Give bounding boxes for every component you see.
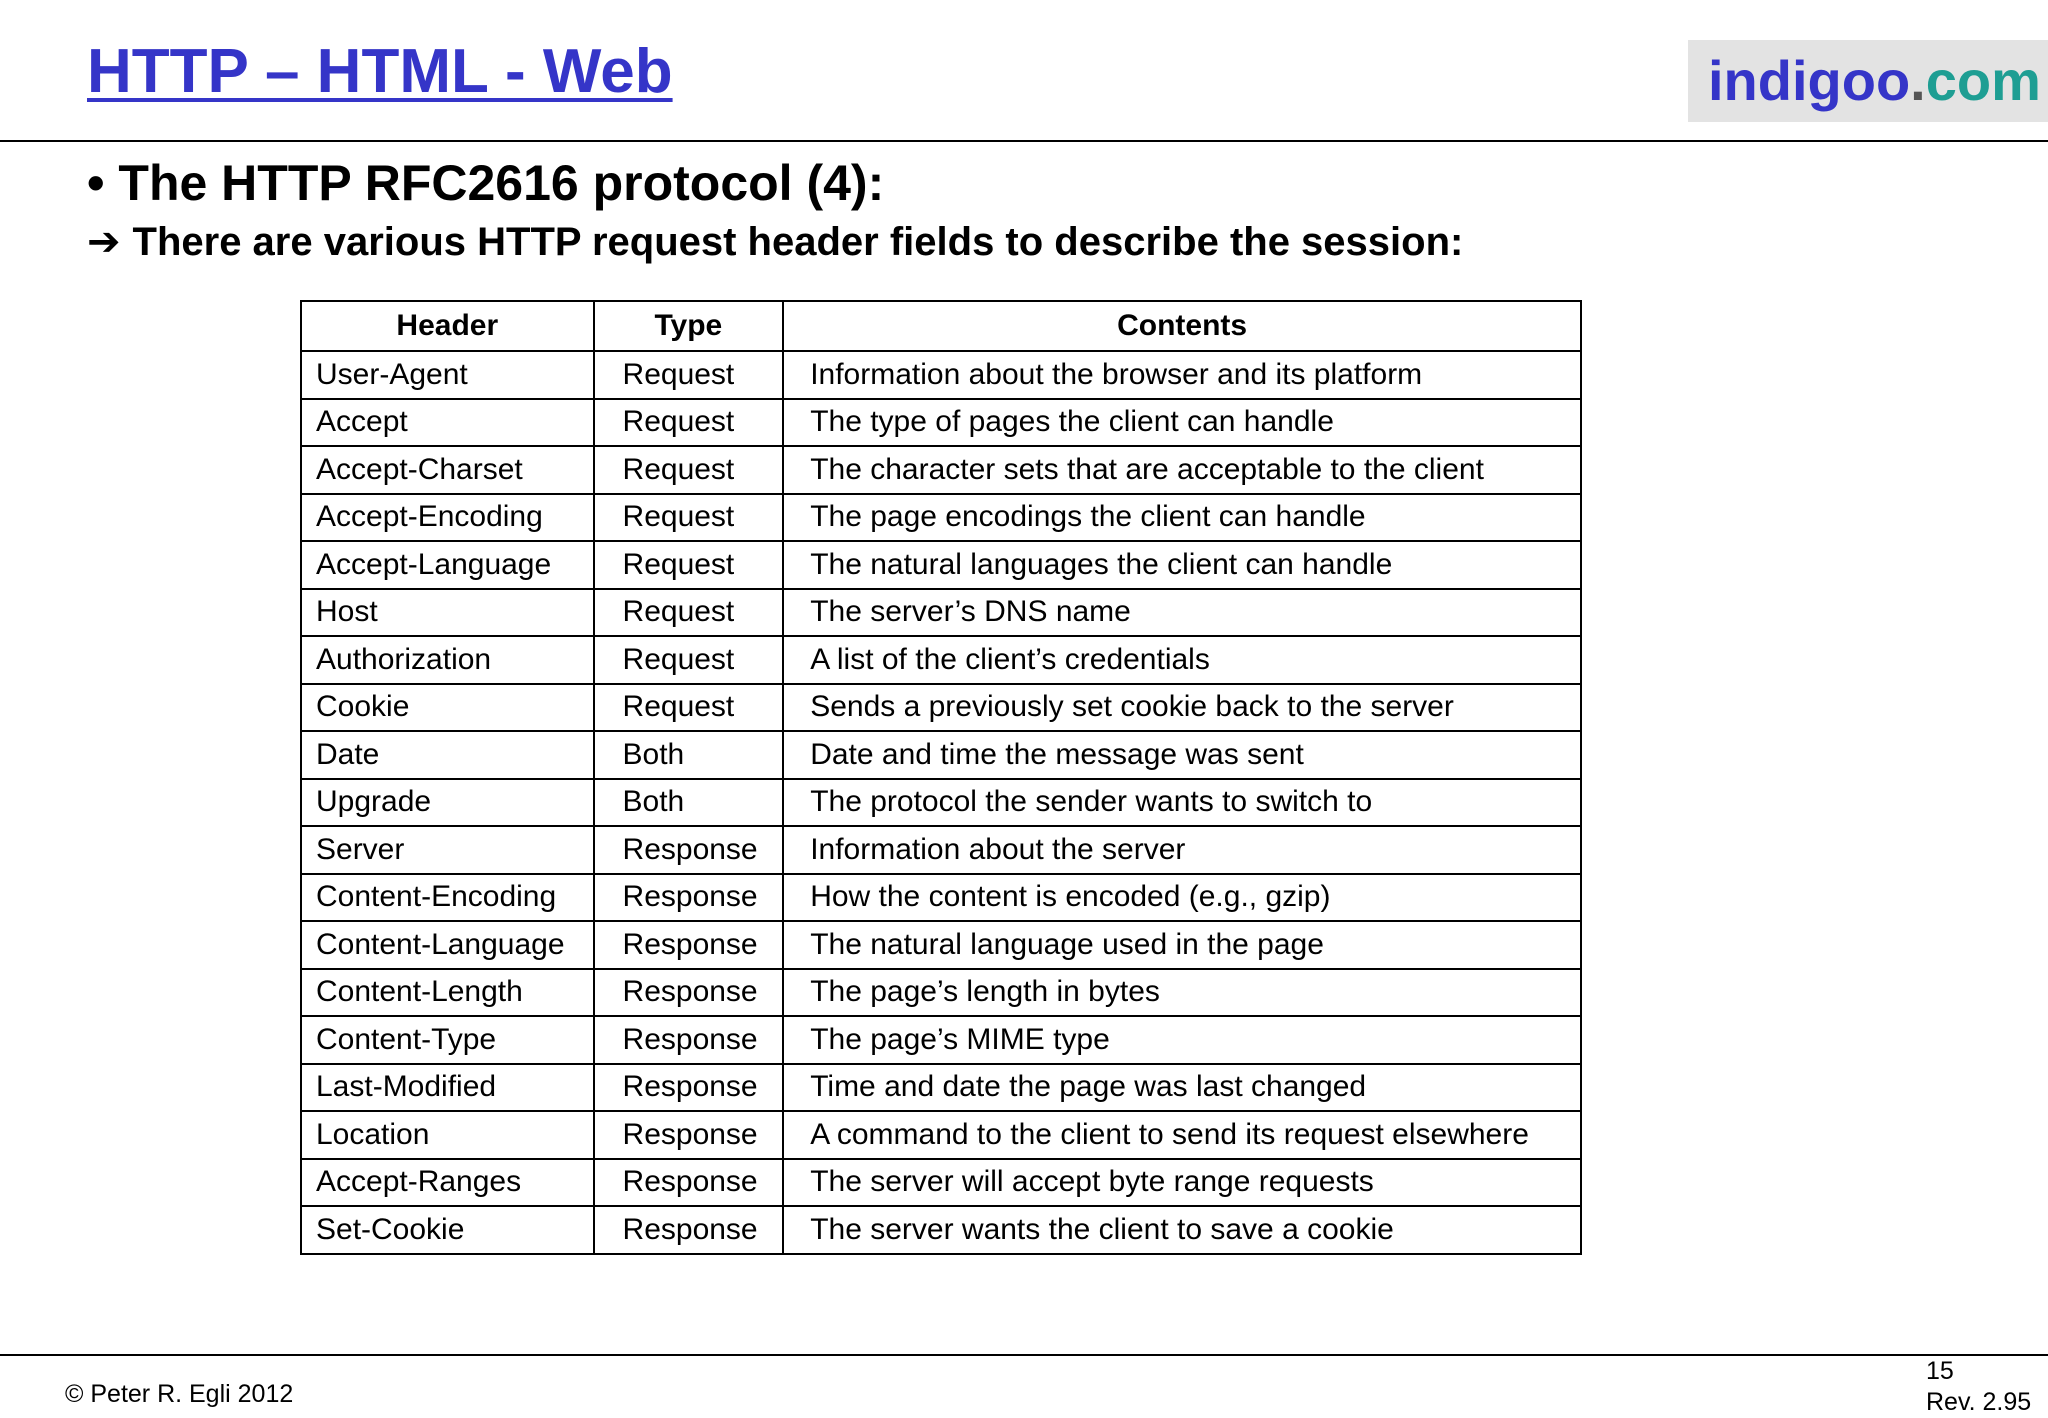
page-number: 15 — [1926, 1357, 1954, 1385]
cell-type: Response — [594, 1064, 784, 1112]
table-row — [301, 731, 1581, 779]
cell-contents: The natural languages the client can handle — [783, 541, 1581, 589]
logo-part-indigoo: indigoo — [1708, 49, 1911, 112]
subheading-text: There are various HTTP request header fields to describe the session: — [132, 220, 1464, 264]
cell-header-name: Content-Encoding — [301, 874, 594, 922]
copyright-text: © Peter R. Egli 2012 — [65, 1380, 294, 1408]
cell-contents: Sends a previously set cookie back to the server — [783, 684, 1581, 732]
cell-type: Response — [594, 1111, 784, 1159]
table-row — [301, 399, 1581, 447]
cell-header-name: Accept-Ranges — [301, 1159, 594, 1207]
cell-header-name: Content-Length — [301, 969, 594, 1017]
footer-divider — [0, 1354, 2048, 1356]
header-divider — [0, 140, 2048, 142]
cell-header-name: Accept-Language — [301, 541, 594, 589]
cell-contents: The page’s MIME type — [783, 1016, 1581, 1064]
column-header-header: Header — [301, 301, 594, 351]
cell-type: Response — [594, 969, 784, 1017]
cell-type: Response — [594, 826, 784, 874]
cell-contents: Information about the server — [783, 826, 1581, 874]
slide-title-link[interactable]: HTTP – HTML - Web — [87, 37, 673, 106]
table-row — [301, 874, 1581, 922]
arrow-right-icon: ➔ — [87, 220, 121, 264]
column-header-contents: Contents — [783, 301, 1581, 351]
cell-type: Request — [594, 351, 784, 399]
cell-contents: Date and time the message was sent — [783, 731, 1581, 779]
table-row — [301, 969, 1581, 1017]
table-row — [301, 1064, 1581, 1112]
cell-header-name: Server — [301, 826, 594, 874]
cell-header-name: Date — [301, 731, 594, 779]
table-row — [301, 541, 1581, 589]
cell-type: Response — [594, 1206, 784, 1254]
revision-label: Rev. 2.95 — [1926, 1388, 2032, 1416]
cell-contents: The protocol the sender wants to switch to — [783, 779, 1581, 827]
cell-type: Both — [594, 779, 784, 827]
cell-type: Both — [594, 731, 784, 779]
table-row — [301, 1159, 1581, 1207]
cell-contents: How the content is encoded (e.g., gzip) — [783, 874, 1581, 922]
cell-header-name: Host — [301, 589, 594, 637]
cell-contents: The server wants the client to save a cookie — [783, 1206, 1581, 1254]
table-header-row — [301, 301, 1581, 351]
cell-header-name: Accept-Encoding — [301, 494, 594, 542]
cell-type: Request — [594, 589, 784, 637]
cell-header-name: Content-Language — [301, 921, 594, 969]
cell-contents: The server’s DNS name — [783, 589, 1581, 637]
cell-header-name: Content-Type — [301, 1016, 594, 1064]
cell-type: Request — [594, 541, 784, 589]
cell-header-name: Authorization — [301, 636, 594, 684]
cell-header-name: Set-Cookie — [301, 1206, 594, 1254]
cell-type: Response — [594, 921, 784, 969]
table-row — [301, 921, 1581, 969]
http-header-fields-table — [300, 300, 1582, 1255]
cell-header-name: User-Agent — [301, 351, 594, 399]
cell-contents: The page encodings the client can handle — [783, 494, 1581, 542]
table-row — [301, 826, 1581, 874]
table-row — [301, 779, 1581, 827]
cell-type: Request — [594, 636, 784, 684]
cell-contents: The server will accept byte range requests — [783, 1159, 1581, 1207]
cell-header-name: Upgrade — [301, 779, 594, 827]
column-header-type: Type — [594, 301, 784, 351]
cell-header-name: Location — [301, 1111, 594, 1159]
cell-type: Response — [594, 874, 784, 922]
table-row — [301, 589, 1581, 637]
logo-part-com: com — [1925, 49, 2041, 112]
table-row — [301, 684, 1581, 732]
indigoo-logo — [1688, 40, 2048, 122]
cell-type: Response — [594, 1016, 784, 1064]
cell-type: Request — [594, 446, 784, 494]
table-row — [301, 1111, 1581, 1159]
cell-header-name: Accept-Charset — [301, 446, 594, 494]
slide-heading: • The HTTP RFC2616 protocol (4): — [87, 155, 885, 211]
cell-header-name: Last-Modified — [301, 1064, 594, 1112]
table-row — [301, 1016, 1581, 1064]
cell-type: Request — [594, 684, 784, 732]
cell-header-name: Cookie — [301, 684, 594, 732]
table-row — [301, 351, 1581, 399]
cell-contents: Information about the browser and its platform — [783, 351, 1581, 399]
cell-type: Response — [594, 1159, 784, 1207]
cell-header-name: Accept — [301, 399, 594, 447]
table-row — [301, 1206, 1581, 1254]
cell-type: Request — [594, 494, 784, 542]
cell-contents: A command to the client to send its request elsewhere — [783, 1111, 1581, 1159]
cell-contents: The natural language used in the page — [783, 921, 1581, 969]
cell-contents: A list of the client’s credentials — [783, 636, 1581, 684]
cell-type: Request — [594, 399, 784, 447]
table-row — [301, 494, 1581, 542]
table-row — [301, 636, 1581, 684]
cell-contents: The type of pages the client can handle — [783, 399, 1581, 447]
logo-part-dot: . — [1910, 49, 1926, 112]
cell-contents: The page’s length in bytes — [783, 969, 1581, 1017]
cell-contents: Time and date the page was last changed — [783, 1064, 1581, 1112]
cell-contents: The character sets that are acceptable to the client — [783, 446, 1581, 494]
table-row — [301, 446, 1581, 494]
slide-subheading — [87, 218, 1463, 266]
